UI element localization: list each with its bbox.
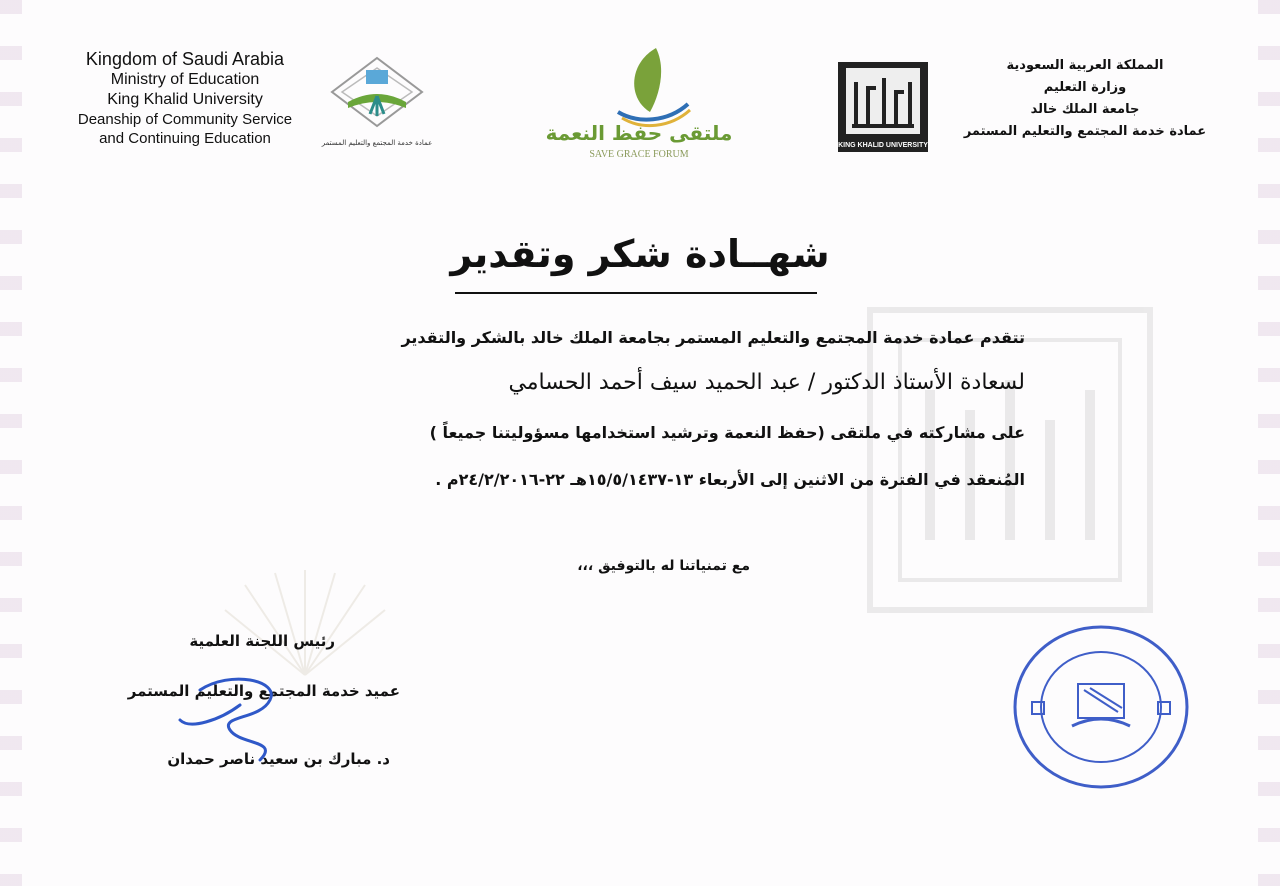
header-ar-line3: جامعة الملك خالد (1030, 102, 1140, 117)
decorative-border-left (0, 0, 22, 886)
header-en-line1: Kingdom of Saudi Arabia (85, 49, 285, 69)
signatory-name: د. مبارك بن سعيد ناصر حمدان (167, 750, 390, 768)
save-grace-forum-logo (545, 44, 733, 162)
header-ar-line2: وزارة التعليم (1043, 80, 1127, 95)
body-line-dates: المُنعقد في الفترة من الاثنين إلى الأربعاء ١٣-١٥/٥/١٤٣٧هـ ٢٢-٢٤/٢/٢٠١٦م . (435, 470, 1025, 489)
deanship-logo-caption: عمادة خدمة المجتمع والتعليم المستمر (321, 139, 433, 147)
header-en-line3: King Khalid University (107, 91, 263, 108)
university-watermark (860, 300, 1160, 620)
header-ar-line4: عمادة خدمة المجتمع والتعليم المستمر (963, 124, 1207, 139)
header-en-line2: Ministry of Education (110, 71, 260, 88)
handwritten-signature (160, 660, 310, 770)
forum-name-arabic: ملتقى حفظ النعمة (545, 121, 733, 145)
signatory-role-dean: عميد خدمة المجتمع والتعليم المستمر (127, 682, 400, 700)
header-en-line5: and Continuing Education (99, 130, 271, 147)
decorative-border-right (1258, 0, 1280, 886)
body-line-recipient: لسعادة الأستاذ الدكتور / عبد الحميد سيف أحمد الحسامي (508, 370, 1025, 395)
closing-wishes: مع تمنياتنا له بالتوفيق ،،، (577, 558, 750, 574)
header-english (60, 48, 310, 148)
title-underline (455, 292, 817, 294)
header-arabic (950, 55, 1220, 143)
header-ar-line1: المملكة العربية السعودية (1006, 58, 1164, 73)
certificate-title: شهــادة شكر وتقدير (450, 232, 830, 276)
deanship-logo (318, 52, 436, 152)
university-logo-caption: KING KHALID UNIVERSITY (838, 142, 928, 149)
signatory-role-committee-chair: رئيس اللجنة العلمية (189, 632, 335, 650)
header-en-line4: Deanship of Community Service (77, 111, 293, 128)
official-stamp (1010, 622, 1192, 792)
king-khalid-university-logo (838, 62, 928, 152)
body-line-participation: على مشاركته في ملتقى (حفظ النعمة وترشيد استخدامها مسؤوليتنا جميعاً ) (429, 423, 1025, 442)
body-line-presenter: تتقدم عمادة خدمة المجتمع والتعليم المستمر بجامعة الملك خالد بالشكر والتقدير (401, 328, 1025, 347)
forum-name-english: SAVE GRACE FORUM (589, 149, 689, 160)
